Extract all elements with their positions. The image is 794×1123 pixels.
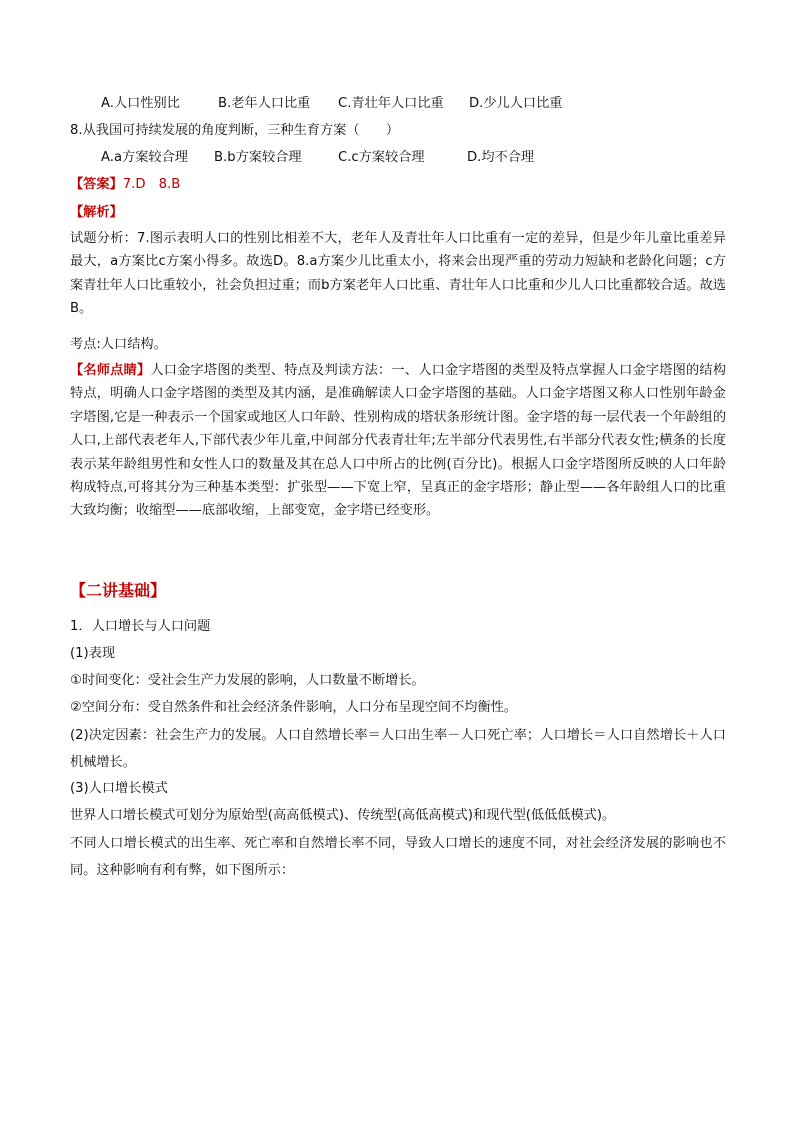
section1-item2: ②空间分布：受自然条件和社会经济条件影响，人口分布呈现空间不均衡性。 [70,700,518,715]
q8-option-d: D.均不合理 [467,150,535,165]
section1-model: 世界人口增长模式可划分为原始型(高高低模式)、传统型(高低高模式)和现代型(低低低模式)。 [70,808,616,823]
q7-option-c: C.青壮年人口比重 [338,96,444,111]
teacher-note [70,359,726,523]
q7-option-b: B.老年人口比重 [218,96,311,111]
section1-sub2: (2)决定因素：社会生产力的发展。人口自然增长率＝人口出生率－人口死亡率；人口增长＝人口自然增长＋人口机械增长。 [70,728,726,770]
q8-option-c: C.c方案较合理 [338,150,425,165]
section1-sub3: (3)人口增长模式 [70,781,168,796]
section1-diff: 不同人口增长模式的出生率、死亡率和自然增长率不同，导致人口增长的速度不同，对社会经济发展的影响也不同。这种影响有利有弊，如下图所示： [70,836,726,878]
teacher-label: 【名师点睛】 [70,363,151,378]
answer-label: 【答案】 [70,177,123,192]
kaodian-line: 考点:人口结构。 [70,337,167,352]
section1-sub1: (1)表现 [70,646,116,661]
q8-option-a: A.a方案较合理 [101,150,188,165]
section-title: 【二讲基础】 [70,581,167,600]
analysis-label: 【解析】 [70,205,123,220]
teacher-text: 人口金字塔图的类型、特点及判读方法：一、人口金字塔图的类型及特点掌握人口金字塔图的结构特点，明确人口金字塔图的类型及其内涵，是准确解读人口金字塔图的基础。人口金字塔图又称人口性别年龄金字塔图,它是一种表示一个国家或地区人口年龄、性别构成的塔状条形统计图。金字塔的每一层代表一个年龄组的人口,上部代表老年人,下部代表少年儿童,中间部分代表青壮年;左半部分代表男性,右半部分代表女性;横条的长度表示某年龄组男性和女性人口的数量及其在总人口中所占的比例(百分比)。根据人口金字塔图所反映的人口年龄构成特点,可将其分为三种基本类型：扩张型——下宽上窄，呈真正的金字塔形；静止型——各年龄组人口的比重大致均衡；收缩型——底部收缩，上部变宽，金字塔已经变形。 [70,363,727,519]
q8-stem: 8.从我国可持续发展的角度判断，三种生育方案（ ） [70,123,400,138]
q7-option-a: A.人口性别比 [101,96,180,111]
section1-item1: ①时间变化：受社会生产力发展的影响，人口数量不断增长。 [70,673,425,688]
section1-title: 1．人口增长与人口问题 [70,619,211,634]
answer-text: 7.D 8.B [122,177,181,192]
q8-option-b: B.b方案较合理 [214,150,302,165]
answer-line [70,176,180,194]
q7-option-d: D.少儿人口比重 [469,96,563,111]
analysis-text: 试题分析：7.图示表明人口的性别比相差不大，老年人及青壮年人口比重有一定的差异，但是少年儿童比重差异最大，a方案比c方案小得多。故选D。8.a方案少儿比重太小，将来会出现严重的劳动力短缺和老龄化问题；c方案青壮年人口比重较小，社会负担过重；而b方案老年人口比重、青壮年人口比重和少儿人口比重都较合适。故选B。 [70,231,726,317]
